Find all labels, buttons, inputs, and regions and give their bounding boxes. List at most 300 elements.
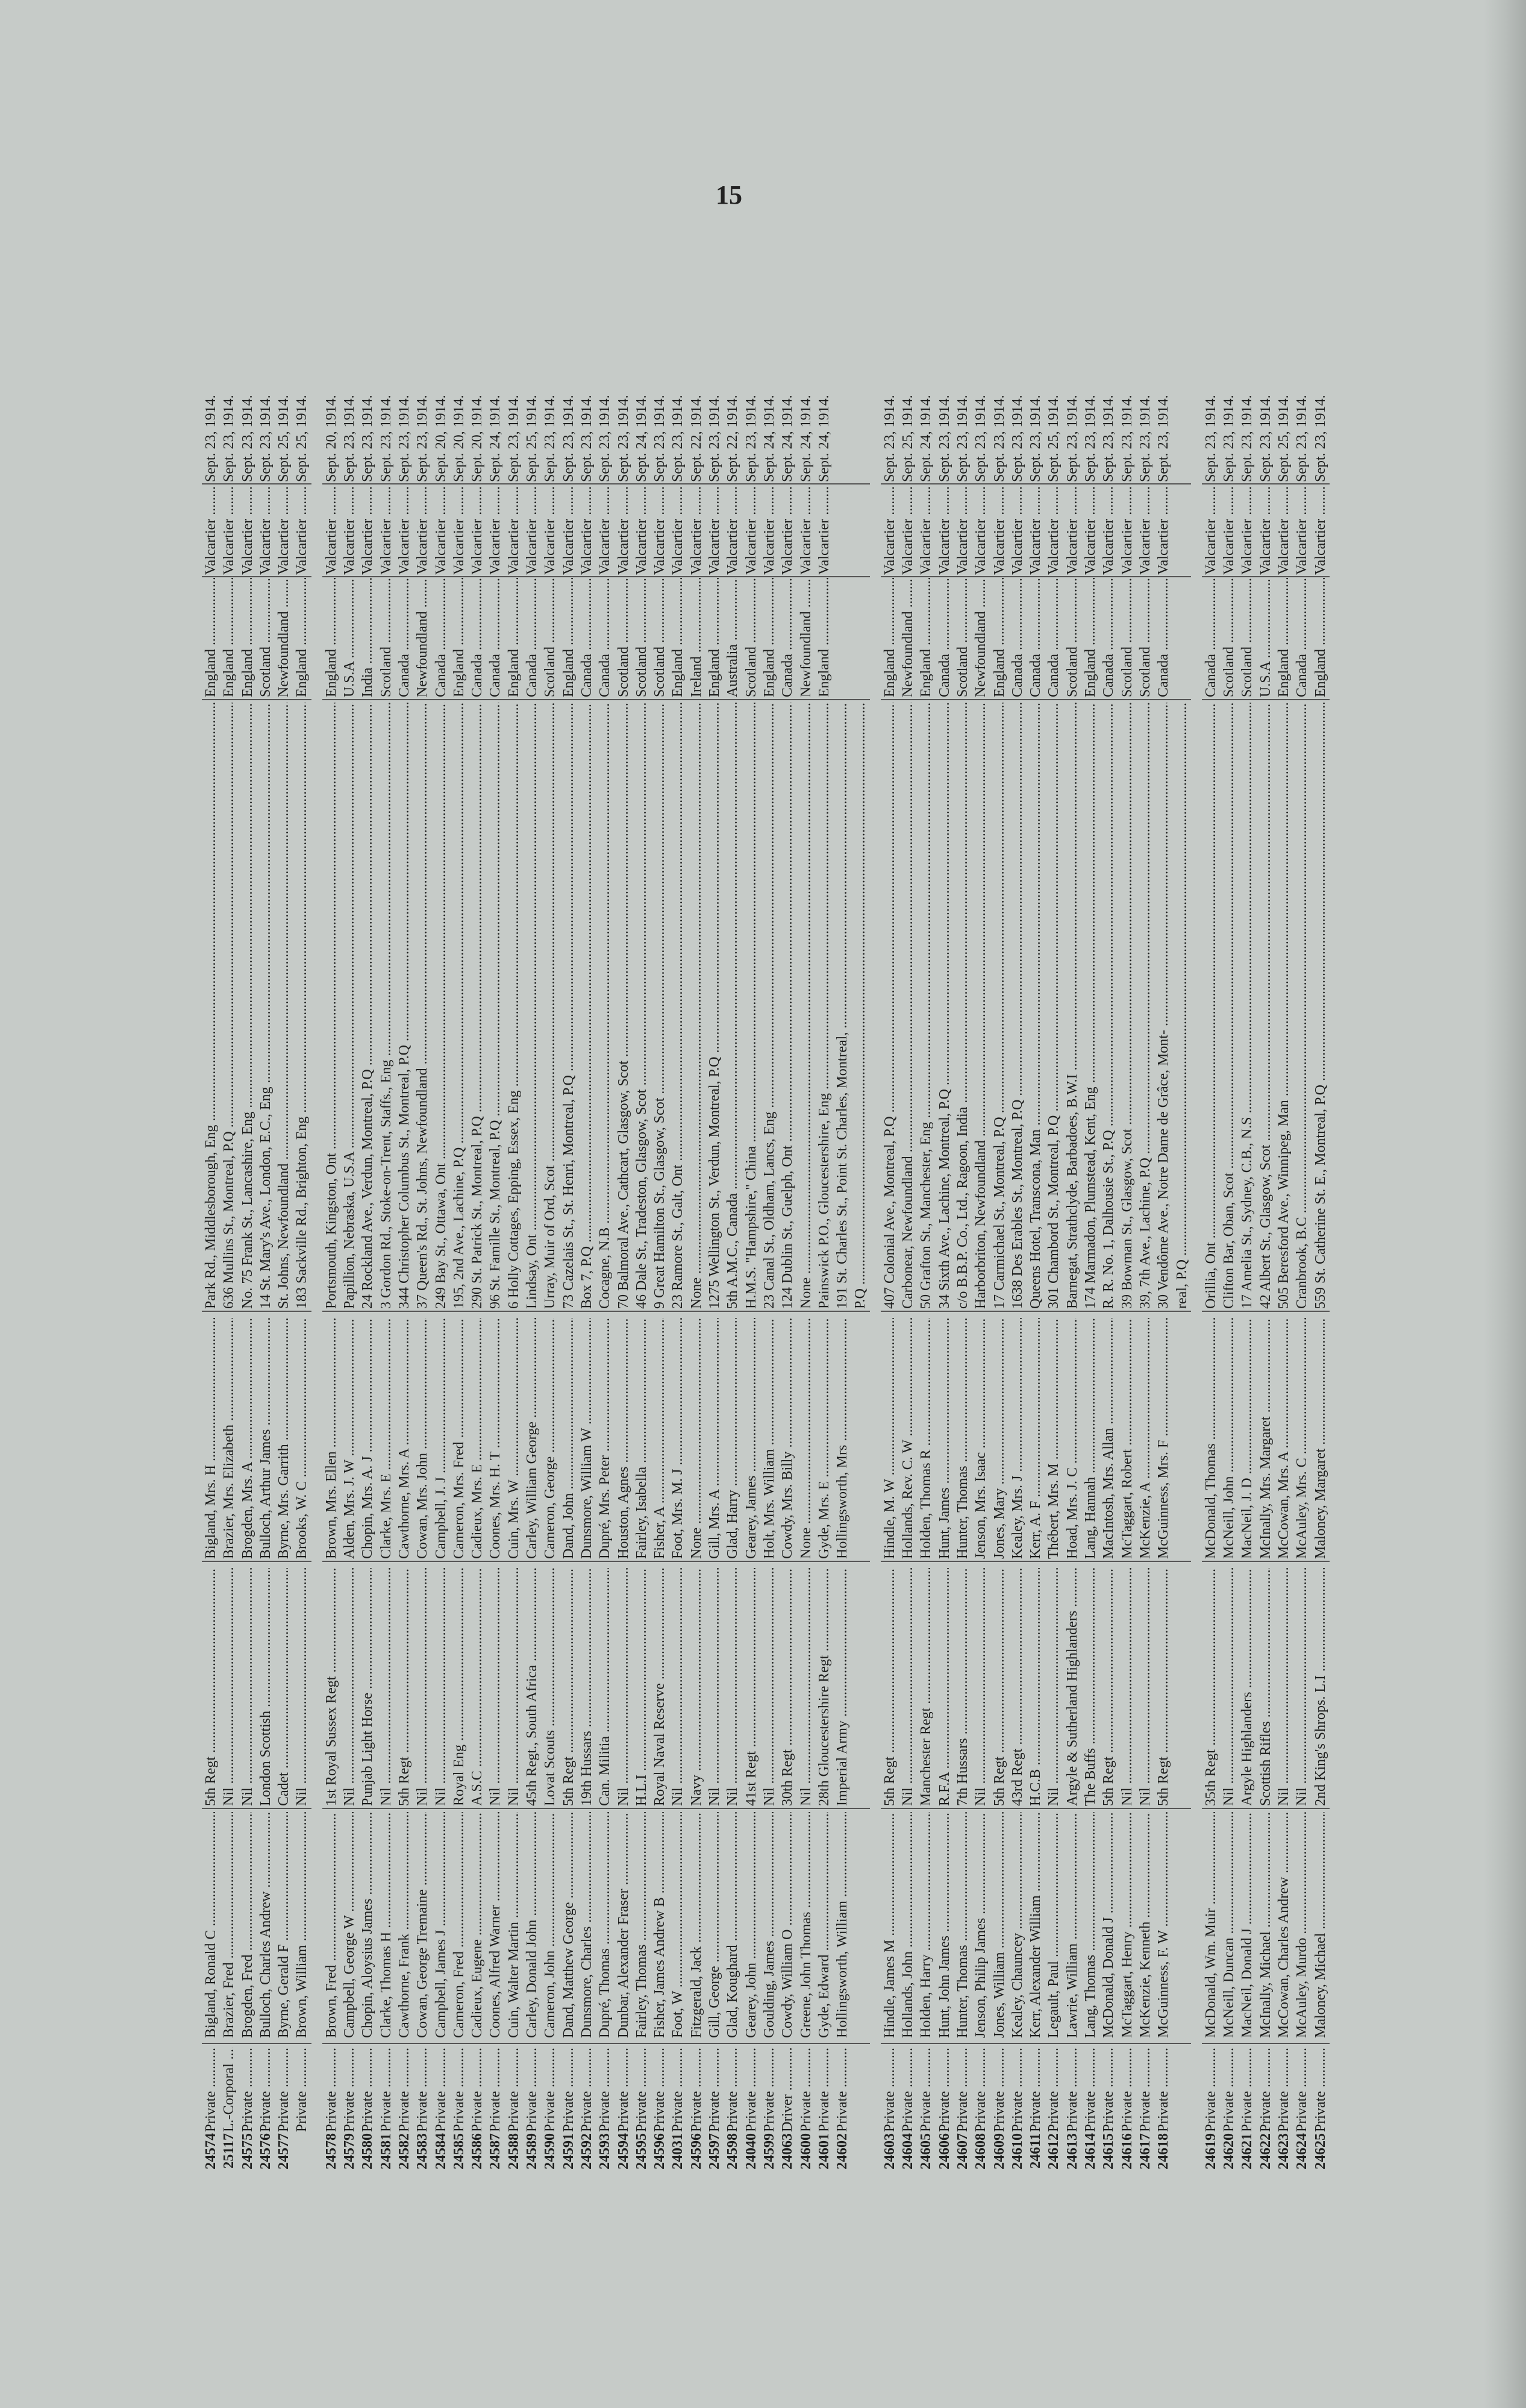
cell-rank: Private ..... — [377, 2048, 395, 2132]
cell-addr: 636 Mullins St., Montreal, P.Q ..... — [220, 703, 238, 1309]
cell-place: Valcartier ..... — [541, 486, 559, 575]
cell-kin: Cawthorne, Mrs. A ..... — [395, 1318, 413, 1559]
cell-name: Goulding, James ..... — [760, 1812, 778, 2038]
cell-birth: Canada ..... — [468, 578, 486, 697]
cell-rank: Private ..... — [413, 2048, 431, 2132]
cell-place: Valcartier ..... — [413, 486, 431, 575]
cell-birth: England ..... — [1275, 578, 1293, 697]
column-rule — [881, 1311, 1191, 1312]
cell-date: Sept. 24, 1914. — [798, 395, 814, 482]
cell-no: 24580 — [360, 2133, 376, 2169]
cell-prev: H.L.I ..... — [633, 1568, 651, 1806]
cell-name: Cowan, George Tremaine ..... — [413, 1812, 431, 2038]
cell-no: 24592 — [578, 2133, 595, 2169]
cell-name: Hindle, James M ..... — [881, 1812, 899, 2038]
cell-kin: Bigland, Mrs. H ..... — [202, 1318, 220, 1559]
cell-no: 24596 — [652, 2133, 668, 2169]
cell-date: Sept. 23, 1914. — [1083, 395, 1099, 482]
cell-date: Sept. 25, 1914. — [1046, 395, 1062, 482]
cell-birth: England ..... — [202, 578, 220, 697]
column-rule — [881, 483, 1191, 484]
cell-rank: Private ..... — [239, 2048, 257, 2132]
cell-name: Cuin, Walter Martin ..... — [505, 1812, 523, 2038]
cell-name: McCowan, Charles Andrew ..... — [1275, 1812, 1293, 2038]
table-row — [815, 241, 833, 2169]
cell-date: Sept. 23, 1914. — [342, 395, 358, 482]
cell-no: 24593 — [597, 2133, 613, 2169]
cell-name: Gearey, John ..... — [742, 1812, 760, 2038]
cell-kin: Dunsmore, William W ..... — [578, 1318, 596, 1559]
cell-kin: Gyde, Mrs. E ..... — [815, 1318, 833, 1559]
cell-prev: 5th Regt ..... — [1099, 1568, 1118, 1806]
cell-addr: Barnegat, Strathclyde, Barbadoes, B.W.I ..... — [1063, 703, 1081, 1309]
cell-rank: Private ..... — [1202, 2048, 1220, 2132]
cell-no: 24594 — [615, 2133, 631, 2169]
cell-rank: Private ..... — [202, 2048, 220, 2132]
cell-no: 24625 — [1312, 2133, 1328, 2169]
cell-rank: Private ..... — [833, 2048, 851, 2132]
cell-name: McTaggart, Henry ..... — [1118, 1812, 1136, 2038]
cell-kin: MacNeil, J. D ..... — [1238, 1318, 1256, 1559]
cell-no: 24602 — [834, 2133, 851, 2169]
table-row — [614, 241, 633, 2169]
cell-prev: 5th Regt ..... — [990, 1568, 1008, 1806]
cell-date: Sept. 23, 1914. — [239, 395, 255, 482]
cell-prev: Manchester Regt ..... — [917, 1568, 935, 1806]
cell-kin: Chopin, Mrs. A. J ..... — [358, 1318, 377, 1559]
column-rule — [881, 1808, 1191, 1809]
cell-name: Dunbar, Alexander Fraser ..... — [614, 1812, 633, 2038]
cell-kin: Glad, Harry ..... — [724, 1318, 742, 1559]
cell-kin: Campbell, J. J ..... — [432, 1318, 450, 1559]
cell-prev: Argyle & Sutherland Highlanders ..... — [1063, 1568, 1081, 1806]
table-row — [358, 241, 377, 2169]
cell-name: Clarke, Thomas H ..... — [377, 1812, 395, 2038]
cell-addr: None ..... — [687, 703, 705, 1309]
cell-rank: Private ..... — [1027, 2048, 1045, 2132]
cell-date: Sept. 23, 1914. — [1028, 395, 1044, 482]
cell-rank: Private ..... — [468, 2048, 486, 2132]
column-rule — [202, 1311, 311, 1312]
cell-kin: McNeill, John ..... — [1220, 1318, 1238, 1559]
cell-rank: Private ..... — [1008, 2048, 1027, 2132]
cell-name: Cawthorne, Frank ..... — [395, 1812, 413, 2038]
cell-no: 24579 — [342, 2133, 358, 2169]
cell-date: Sept. 25, 1914. — [524, 395, 540, 482]
cell-no: 24601 — [816, 2133, 832, 2169]
column-rule — [1202, 2043, 1330, 2044]
table-row — [450, 241, 468, 2169]
cell-prev: H.C.B ..... — [1027, 1568, 1045, 1806]
cell-date: Sept. 23, 1914. — [615, 395, 631, 482]
cell-rank: Private ..... — [705, 2048, 724, 2132]
cell-name: Jones, William ..... — [990, 1812, 1008, 2038]
cell-kin: Clarke, Mrs. E ..... — [377, 1318, 395, 1559]
cell-birth: Scotland ..... — [651, 578, 669, 697]
cell-place: Valcartier ..... — [1063, 486, 1081, 575]
cell-place: Valcartier ..... — [1118, 486, 1136, 575]
cell-prev: 5th Regt ..... — [395, 1568, 413, 1806]
column-rule — [1202, 1561, 1330, 1562]
table-row — [1027, 241, 1045, 2169]
table-row — [257, 241, 275, 2169]
table-row — [293, 241, 311, 2169]
roll-group — [881, 241, 1191, 2169]
cell-rank: Private ..... — [1257, 2048, 1275, 2132]
cell-place: Valcartier ..... — [1027, 486, 1045, 575]
cell-name: Carley, Donald John ..... — [523, 1812, 541, 2038]
cell-birth: England ..... — [293, 578, 311, 697]
cell-name: Cowdy, William O ..... — [778, 1812, 796, 2038]
cell-place: Valcartier ..... — [450, 486, 468, 575]
cell-place: Valcartier ..... — [505, 486, 523, 575]
cell-kin: Cadieux, Mrs. E ..... — [468, 1318, 486, 1559]
cell-rank: Private ..... — [669, 2048, 687, 2132]
cell-prev: 5th Regt ..... — [881, 1568, 899, 1806]
cell-rank: Private ..... — [432, 2048, 450, 2132]
cell-addr: 39, 7th Ave., Lachine, P.Q ..... — [1136, 703, 1154, 1309]
cell-place: Valcartier ..... — [687, 486, 705, 575]
cell-addr: 124 Dublin St., Guelph, Ont ..... — [778, 703, 796, 1309]
cell-name: Holden, Harry ..... — [917, 1812, 935, 2038]
table-row — [972, 241, 990, 2169]
table-row — [1257, 241, 1275, 2169]
table-row — [523, 241, 541, 2169]
cell-no: 24615 — [1101, 2133, 1117, 2169]
cell-name: Dupré, Thomas ..... — [596, 1812, 614, 2038]
cell-kin: Brown, Mrs. Ellen ..... — [322, 1318, 340, 1559]
cell-prev: Navy ..... — [687, 1568, 705, 1806]
cell-name: Kealey, Chauncey ..... — [1008, 1812, 1027, 2038]
cell-prev: Imperial Army ..... — [833, 1568, 851, 1806]
cell-addr: H.M.S. "Hampshire," China ..... — [742, 703, 760, 1309]
cell-rank: Private ..... — [395, 2048, 413, 2132]
table-row — [1293, 241, 1311, 2169]
cell-rank: Private ..... — [505, 2048, 523, 2132]
cell-no: 24581 — [378, 2133, 394, 2169]
cell-rank: Private ..... — [275, 2048, 293, 2132]
cell-rank: Private ..... — [760, 2048, 778, 2132]
cell-birth: Scotland ..... — [954, 578, 972, 697]
cell-prev: Nil ..... — [669, 1568, 687, 1806]
cell-birth: Scotland ..... — [1118, 578, 1136, 697]
cell-kin: Gearey, James ..... — [742, 1318, 760, 1559]
cell-place: Valcartier ..... — [293, 486, 311, 575]
cell-addr: 505 Beresford Ave., Winnipeg, Man ..... — [1275, 703, 1293, 1309]
cell-prev: Nil ..... — [377, 1568, 395, 1806]
table-row — [936, 241, 954, 2169]
cell-birth: England ..... — [881, 578, 899, 697]
cell-no: 24589 — [524, 2133, 540, 2169]
cell-kin: McAuley, Mrs. C ..... — [1293, 1318, 1311, 1559]
cell-kin: MacIntosh, Mrs. Allan ..... — [1099, 1318, 1118, 1559]
cell-kin: Dupré, Mrs. Peter ..... — [596, 1318, 614, 1559]
cell-birth: Canada ..... — [936, 578, 954, 697]
cell-addr: Cranbrook, B.C ..... — [1293, 703, 1311, 1309]
cell-place: Valcartier ..... — [220, 486, 238, 575]
cell-prev: Nil ..... — [760, 1568, 778, 1806]
cell-date: Sept. 23, 1914. — [360, 395, 376, 482]
cell-prev: Nil ..... — [486, 1568, 504, 1806]
cell-kin: Jones, Mary ..... — [990, 1318, 1008, 1559]
cell-place: Valcartier ..... — [1238, 486, 1256, 575]
cell-place: Valcartier ..... — [1045, 486, 1063, 575]
cell-rank: Private ..... — [486, 2048, 504, 2132]
page-number: 15 — [716, 180, 742, 210]
table-row — [1154, 241, 1172, 2169]
cell-name: McDonald, Donald J ..... — [1099, 1812, 1118, 2038]
cell-place: Valcartier ..... — [724, 486, 742, 575]
cell-place: Valcartier ..... — [633, 486, 651, 575]
cell-no: 24575 — [239, 2133, 255, 2169]
cell-birth: Canada ..... — [1099, 578, 1118, 697]
cell-date: Sept. 23, 1914. — [1119, 395, 1135, 482]
cell-no: 24587 — [487, 2133, 504, 2169]
cell-kin: Bulloch, Arthur James ..... — [257, 1318, 275, 1559]
cell-name: Foot, W ..... — [669, 1812, 687, 2038]
cell-name: Greene, John Thomas ..... — [797, 1812, 815, 2038]
cell-place: Valcartier ..... — [899, 486, 917, 575]
cell-addr: Box 7, P.Q ..... — [578, 703, 596, 1309]
column-rule — [322, 1561, 870, 1562]
cell-date: Sept. 24, 1914. — [780, 395, 796, 482]
cell-name: Lang, Thomas ..... — [1081, 1812, 1099, 2038]
cell-prev: 43rd Regt ..... — [1008, 1568, 1027, 1806]
cell-addr: 23 Ramore St., Galt, Ont ..... — [669, 703, 687, 1309]
cell-date: Sept. 23, 1914. — [991, 395, 1007, 482]
cell-kin: Maloney, Margaret ..... — [1312, 1318, 1330, 1559]
cell-prev: Nil ..... — [432, 1568, 450, 1806]
cell-birth: U.S.A ..... — [1257, 578, 1275, 697]
cell-no: 24606 — [936, 2133, 952, 2169]
cell-prev: Nil ..... — [1220, 1568, 1238, 1806]
cell-kin: Cowan, Mrs. John ..... — [413, 1318, 431, 1559]
cell-addr: Portsmouth, Kingston, Ont ..... — [322, 703, 340, 1309]
cell-prev: 19th Hussars ..... — [578, 1568, 596, 1806]
cell-no: 24596 — [688, 2133, 704, 2169]
cell-prev: Nil ..... — [239, 1568, 257, 1806]
cell-kin: None ..... — [687, 1318, 705, 1559]
cell-place: Valcartier ..... — [1008, 486, 1027, 575]
cell-place: Valcartier ..... — [742, 486, 760, 575]
binding-shadow — [1484, 0, 1526, 2408]
cell-place: Valcartier ..... — [486, 486, 504, 575]
table-row — [468, 241, 486, 2169]
cell-date: Sept. 25, 1914. — [294, 395, 310, 482]
cell-birth: Scotland ..... — [257, 578, 275, 697]
cell-rank: Private ..... — [1275, 2048, 1293, 2132]
cell-date: Sept. 22, 1914. — [688, 395, 704, 482]
cell-kin: Alden, Mrs. J. W ..... — [340, 1318, 358, 1559]
cell-birth: Australia ..... — [724, 578, 742, 697]
cell-date: Sept. 23, 1914. — [1312, 395, 1328, 482]
cell-date: Sept. 22, 1914. — [725, 395, 741, 482]
cell-kin: Cuin, Mrs. W ..... — [505, 1318, 523, 1559]
cell-birth: England ..... — [760, 578, 778, 697]
cell-addr: 46 Dale St., Tradeston, Glasgow, Scot ..... — [633, 703, 651, 1309]
cell-date: Sept. 23, 1914. — [1202, 395, 1219, 482]
roll-group — [202, 241, 311, 2169]
cell-rank: Private ..... — [596, 2048, 614, 2132]
cell-kin: McInally, Mrs. Margaret ..... — [1257, 1318, 1275, 1559]
cell-kin: McGuinness, Mrs. F ..... — [1154, 1318, 1172, 1559]
cell-kin: Hunter, Thomas ..... — [954, 1318, 972, 1559]
cell-no: 24578 — [323, 2133, 339, 2169]
cell-no: 24590 — [542, 2133, 558, 2169]
cell-no: 24609 — [991, 2133, 1007, 2169]
cell-addr: Cocagne, N.B ..... — [596, 703, 614, 1309]
cell-rank: Private ..... — [797, 2048, 815, 2132]
cell-birth: Scotland ..... — [742, 578, 760, 697]
cell-addr: None ..... — [797, 703, 815, 1309]
column-rule — [1202, 576, 1330, 577]
cell-place: Valcartier ..... — [1081, 486, 1099, 575]
cell-addr: Park Rd., Middlesborough, Eng ..... — [202, 703, 220, 1309]
table-row — [596, 241, 614, 2169]
column-rule — [322, 1808, 870, 1809]
cell-birth: Scotland ..... — [377, 578, 395, 697]
cell-name: Gyde, Edward ..... — [815, 1812, 833, 2038]
cell-name: Hollands, John ..... — [899, 1812, 917, 2038]
cell-rank: Private ..... — [972, 2048, 990, 2132]
cell-addr: 96 St. Famille St., Montreal, P.Q ..... — [486, 703, 504, 1309]
cell-kin: Hunt, James ..... — [936, 1318, 954, 1559]
cell-prev: Nil ..... — [899, 1568, 917, 1806]
cell-kin: Coones, Mrs. H. T ..... — [486, 1318, 504, 1559]
cell-addr: 174 Marmadon, Plumstead, Kent, Eng ..... — [1081, 703, 1099, 1309]
cell-prev: 2nd King's Shrops. L.I ..... — [1312, 1568, 1330, 1806]
column-rule — [881, 699, 1191, 700]
cell-kin: McKenzie, A ..... — [1136, 1318, 1154, 1559]
cell-rank: Private ..... — [687, 2048, 705, 2132]
cell-no: 24613 — [1064, 2133, 1080, 2169]
cell-place: Valcartier ..... — [275, 486, 293, 575]
cell-prev: Scottish Rifles ..... — [1257, 1568, 1275, 1806]
cell-place: Valcartier ..... — [815, 486, 833, 575]
cell-no: 24616 — [1119, 2133, 1135, 2169]
table-row — [220, 241, 238, 2169]
cell-birth: Canada ..... — [778, 578, 796, 697]
cell-kin: Brogden, Mrs. A ..... — [239, 1318, 257, 1559]
cell-addr: No. 75 Frank St., Lancashire, Eng ..... — [239, 703, 257, 1309]
cell-date: Sept. 23, 1914. — [396, 395, 412, 482]
column-rule — [322, 2043, 870, 2044]
cell-rank: Private ..... — [742, 2048, 760, 2132]
cell-rank: Private ..... — [633, 2048, 651, 2132]
cell-kin: Kerr, A. F ..... — [1027, 1318, 1045, 1559]
cell-addr: 23 Canal St., Oldham, Lancs, Eng ..... — [760, 703, 778, 1309]
cell-rank: Driver ..... — [778, 2048, 796, 2132]
cell-rank: Private ..... — [1063, 2048, 1081, 2132]
cell-kin: Cameron, George ..... — [541, 1318, 559, 1559]
table-row — [560, 241, 578, 2169]
cell-rank: Private ..... — [322, 2048, 340, 2132]
cell-kin: Jenson, Mrs. Isaac ..... — [972, 1318, 990, 1559]
table-row — [724, 241, 742, 2169]
table-row — [340, 241, 358, 2169]
column-rule — [202, 1561, 311, 1562]
table-row — [1045, 241, 1063, 2169]
cell-no: 24597 — [707, 2133, 723, 2169]
cell-place: Valcartier ..... — [1293, 486, 1311, 575]
cell-rank: Private ..... — [1312, 2048, 1330, 2132]
cell-place: Valcartier ..... — [377, 486, 395, 575]
cell-name: Cameron, Fred ..... — [450, 1812, 468, 2038]
cell-rank: Private ..... — [578, 2048, 596, 2132]
cell-place: Valcartier ..... — [395, 486, 413, 575]
cell-birth: Scotland ..... — [633, 578, 651, 697]
cell-addr: 50 Grafton St., Manchester, Eng ..... — [917, 703, 935, 1309]
cell-name: Lawrie, William ..... — [1063, 1812, 1081, 2038]
cell-rank: Private ..... — [257, 2048, 275, 2132]
cell-rank: Private ..... — [340, 2048, 358, 2132]
table-row — [917, 241, 935, 2169]
cell-no: 24583 — [414, 2133, 431, 2169]
cell-prev: 5th Regt ..... — [560, 1568, 578, 1806]
cell-birth: England ..... — [322, 578, 340, 697]
cell-kin: Holden, Thomas R ..... — [917, 1318, 935, 1559]
cell-no: 24623 — [1276, 2133, 1292, 2169]
cell-name: Gill, George ..... — [705, 1812, 724, 2038]
cell-rank: Private ..... — [724, 2048, 742, 2132]
cell-addr: 559 St. Catherine St. E., Montreal, P.Q ..... — [1312, 703, 1330, 1309]
cell-place: Valcartier ..... — [257, 486, 275, 575]
column-rule — [322, 483, 870, 484]
cell-no: 24591 — [560, 2133, 577, 2169]
cell-name: Legault, Paul ..... — [1045, 1812, 1063, 2038]
cell-place: Valcartier ..... — [1257, 486, 1275, 575]
table-row — [651, 241, 669, 2169]
cell-name: Jenson, Philip James ..... — [972, 1812, 990, 2038]
cell-no: 24624 — [1294, 2133, 1310, 2169]
cell-name: McAuley, Murdo ..... — [1293, 1812, 1311, 2038]
cell-no: 24582 — [396, 2133, 412, 2169]
roll-group — [322, 241, 870, 2169]
cell-prev: Nil ..... — [1118, 1568, 1136, 1806]
table-row — [541, 241, 559, 2169]
cell-place: Valcartier ..... — [954, 486, 972, 575]
cell-no: 24622 — [1257, 2133, 1274, 2169]
table-row — [1063, 241, 1081, 2169]
cell-addr: 183 Sackville Rd., Brighton, Eng ..... — [293, 703, 311, 1309]
table-row — [1008, 241, 1027, 2169]
cell-kin: None ..... — [797, 1318, 815, 1559]
cell-rank: Private ..... — [954, 2048, 972, 2132]
cell-birth: Canada ..... — [1045, 578, 1063, 697]
cell-birth: Canada ..... — [596, 578, 614, 697]
column-rule — [322, 699, 870, 700]
cell-kin: Hoad, Mrs. J. C ..... — [1063, 1318, 1081, 1559]
cell-prev: Nil ..... — [724, 1568, 742, 1806]
cell-kin: Lang, Hannah ..... — [1081, 1318, 1099, 1559]
column-rule — [322, 1311, 870, 1312]
cell-date: Sept. 25, 1914. — [1276, 395, 1292, 482]
table-row — [760, 241, 778, 2169]
cell-birth: England ..... — [450, 578, 468, 697]
table-row — [833, 241, 851, 2169]
cell-date: Sept. 23, 1914. — [670, 395, 686, 482]
cell-place: Valcartier ..... — [358, 486, 377, 575]
cell-prev: London Scottish ..... — [257, 1568, 275, 1806]
cell-addr: 14 St. Mary's Ave., London, E.C., Eng ..... — [257, 703, 275, 1309]
cell-rank: Private ..... — [450, 2048, 468, 2132]
cell-addr: 42 Albert St., Glasgow, Scot ..... — [1257, 703, 1275, 1309]
cell-birth: Canada ..... — [1154, 578, 1172, 697]
cell-name: Maloney, Michael ..... — [1312, 1812, 1330, 2038]
cell-birth: Canada ..... — [1008, 578, 1027, 697]
cell-addr: real, P.Q ..... — [1173, 703, 1191, 1309]
cell-birth: Canada ..... — [578, 578, 596, 697]
